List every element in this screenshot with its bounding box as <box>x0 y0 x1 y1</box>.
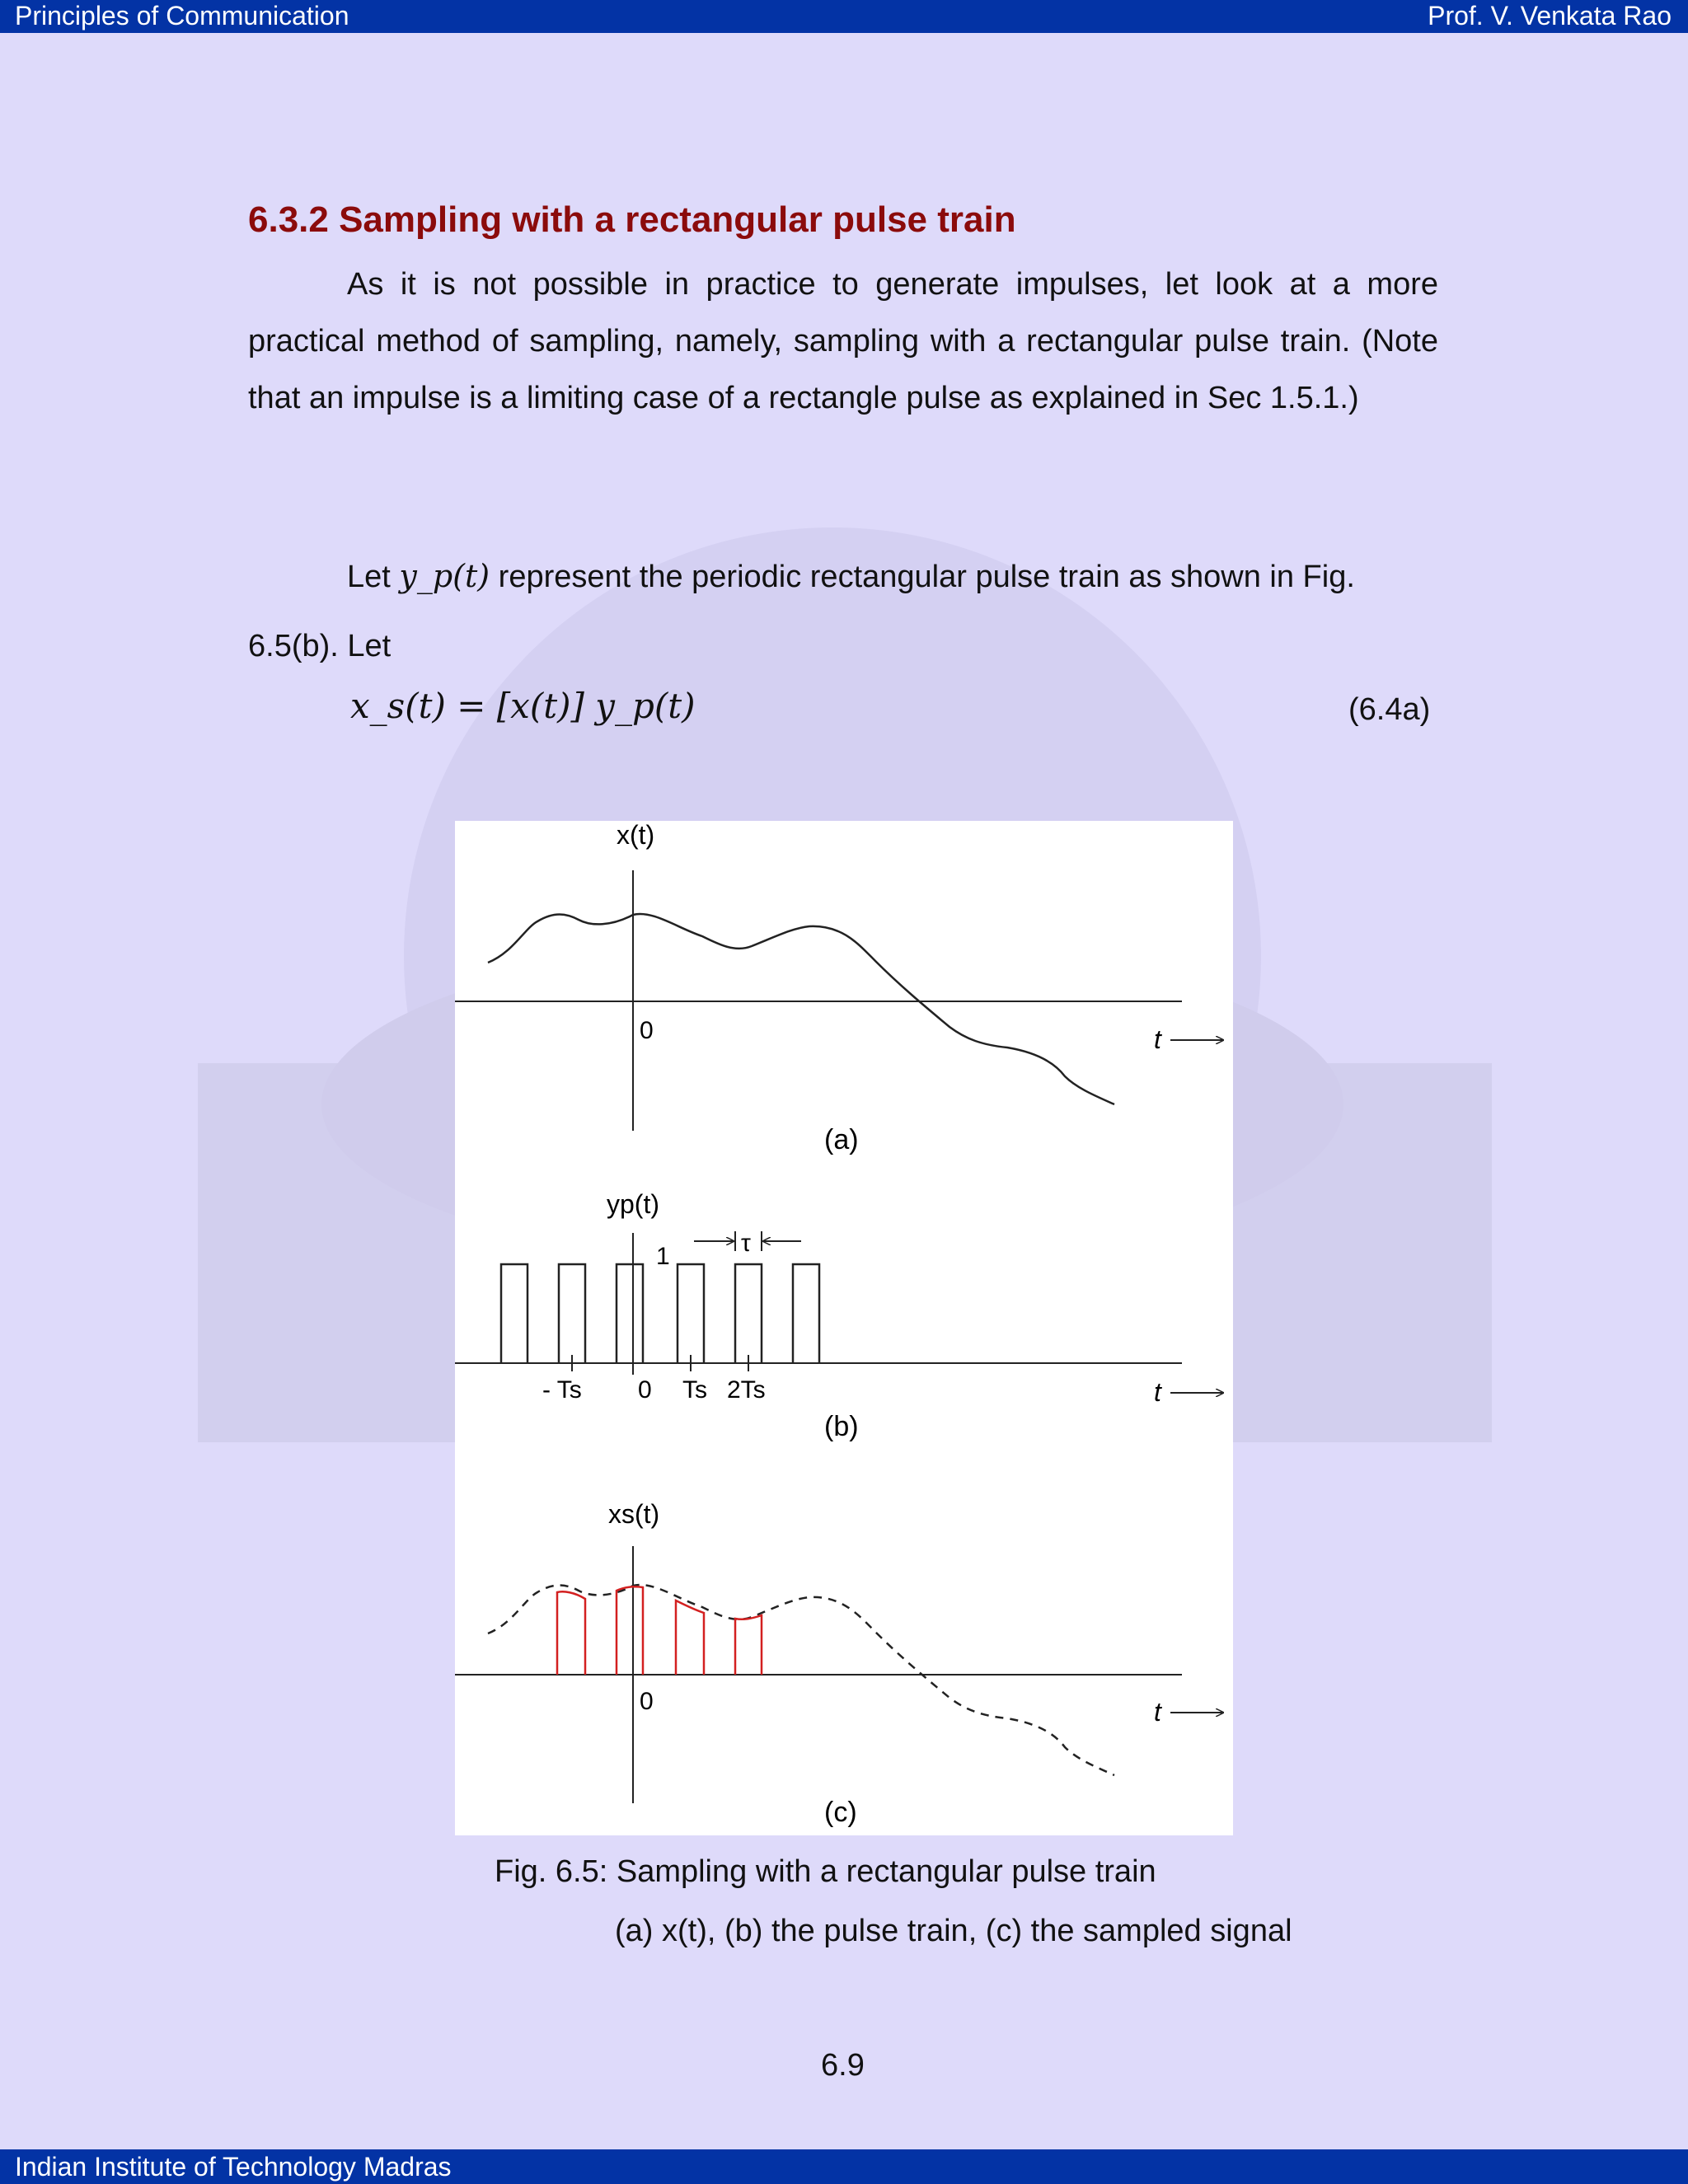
footer-bar <box>0 2149 1688 2184</box>
paragraph-pulse-train-line2: 6.5(b). Let <box>248 629 392 663</box>
sampled-pulse-1 <box>557 1591 585 1675</box>
header-bar <box>0 0 1688 33</box>
tick-label-0: 0 <box>638 1376 652 1404</box>
symbol-yp: y_p(t) <box>399 558 490 594</box>
panel-c <box>455 1499 1223 1828</box>
section-heading: 6.3.2 Sampling with a rectangular pulse train <box>248 199 1016 240</box>
panel-c-tag: (c) <box>824 1797 857 1828</box>
signal-envelope-dashed <box>488 1585 1114 1775</box>
panel-c-origin: 0 <box>640 1688 654 1715</box>
panel-c-ylabel: xs(t) <box>608 1499 660 1529</box>
sampled-pulse-4 <box>735 1615 762 1675</box>
panel-a-xlabel: t <box>1154 1024 1161 1054</box>
panel-b-xlabel: t <box>1154 1377 1161 1407</box>
signal-x-curve <box>488 914 1114 1104</box>
equation-6-4a: x_s(t) = [x(t)] y_p(t) <box>350 686 696 726</box>
figure-caption-title: Fig. 6.5: Sampling with a rectangular pulse train <box>495 1854 1156 1889</box>
panel-b-ylabel: yp(t) <box>607 1189 659 1219</box>
paragraph-rest: represent the periodic rectangular pulse train as shown in Fig. <box>498 560 1355 594</box>
pulse-3 <box>617 1264 643 1363</box>
pulse-2 <box>559 1264 585 1363</box>
pulse-4 <box>678 1264 704 1363</box>
panel-b-amplitude: 1 <box>656 1243 670 1270</box>
tick-label-ts: Ts <box>682 1376 707 1404</box>
figure-6-5 <box>455 821 1233 1835</box>
header-course-title: Principles of Communication <box>15 1 349 30</box>
tau-label: τ <box>741 1230 751 1257</box>
sampled-pulse-2 <box>617 1586 643 1675</box>
panel-a <box>455 821 1223 1155</box>
pulse-5 <box>735 1264 762 1363</box>
header-author: Prof. V. Venkata Rao <box>1428 1 1672 30</box>
equation-number: (6.4a) <box>1348 692 1431 727</box>
panel-a-origin: 0 <box>640 1017 654 1044</box>
panel-b <box>455 1189 1223 1442</box>
panel-a-tag: (a) <box>824 1124 859 1155</box>
page-number: 6.9 <box>821 2048 865 2083</box>
panel-c-xlabel: t <box>1154 1697 1161 1727</box>
tick-label-2ts: 2Ts <box>727 1376 766 1404</box>
sampled-pulse-3 <box>676 1601 704 1675</box>
paragraph-lead: Let <box>347 560 391 594</box>
figure-caption-subtitle: (a) x(t), (b) the pulse train, (c) the sampled signal <box>615 1914 1292 1948</box>
panel-b-tag: (b) <box>824 1411 859 1442</box>
tick-label-minus-ts: - Ts <box>542 1376 582 1404</box>
pulse-6 <box>793 1264 819 1363</box>
paragraph-intro: As it is not possible in practice to generate impulses, let look at a more practical method of sampling, namely, sampling with a rectangular pulse train. (Note that an impulse is a limiting case of a rectangle pulse as explained in Sec 1.5.1.) <box>248 267 1438 415</box>
pulse-1 <box>501 1264 528 1363</box>
panel-a-ylabel: x(t) <box>617 821 655 850</box>
footer-institute: Indian Institute of Technology Madras <box>15 2152 452 2182</box>
paragraph-pulse-train <box>347 548 1438 606</box>
